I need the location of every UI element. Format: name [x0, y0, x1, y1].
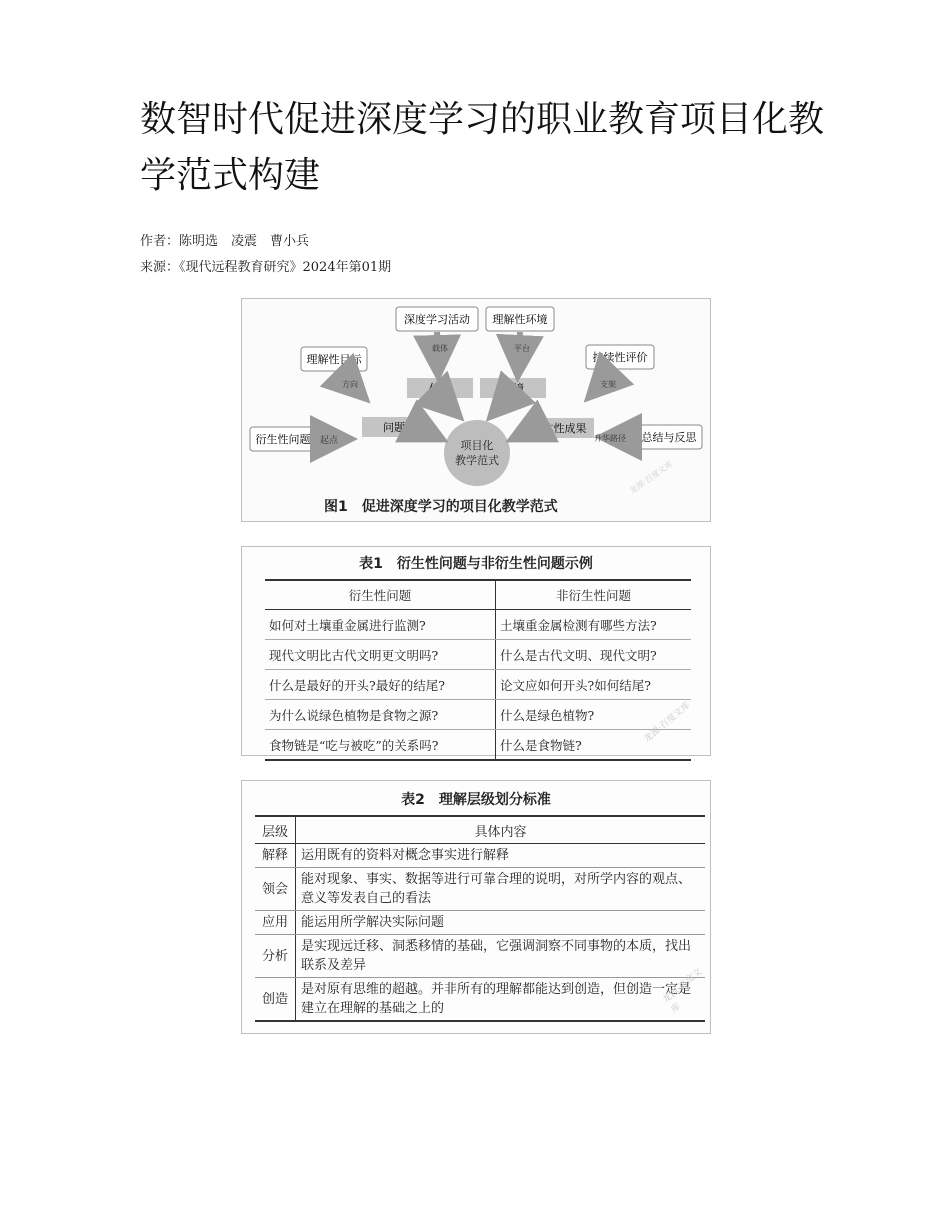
table-cell: 论文应如何开头?如何结尾?	[496, 670, 692, 700]
table-cell: 食物链是“吃与被吃”的关系吗?	[265, 730, 496, 761]
table-1-header: 非衍生性问题	[496, 580, 692, 610]
table-cell-content: 运用既有的资料对概念事实进行解释	[296, 844, 706, 868]
table-cell-level: 解释	[255, 844, 296, 868]
table-cell: 如何对土壤重金属进行监测?	[265, 610, 496, 640]
table-cell: 什么是食物链?	[496, 730, 692, 761]
table-2-header: 层级	[255, 816, 296, 844]
table-1-header: 衍生性问题	[265, 580, 496, 610]
inner-outcome	[524, 418, 594, 438]
label-direction: 方向	[342, 380, 358, 389]
label-path: 升华路径	[594, 434, 626, 443]
table-2-watermark: 龙源·百度文库	[661, 966, 705, 1016]
figure-1	[241, 298, 711, 522]
svg-text:理解性目标: 理解性目标	[306, 353, 362, 366]
table-cell: 现代文明比古代文明更文明吗?	[265, 640, 496, 670]
table-row	[265, 730, 691, 761]
article-author: 作者：陈明选 凌震 曹小兵	[140, 234, 310, 249]
svg-text:问题: 问题	[383, 421, 405, 434]
table-cell-content: 能运用所学解决实际问题	[296, 911, 706, 935]
table-cell-content: 是实现远迁移、洞悉移情的基础，它强调洞察不同事物的本质，找出联系及差异	[296, 935, 706, 978]
box-understanding-env	[486, 307, 554, 331]
svg-text:持续性评价: 持续性评价	[592, 351, 648, 364]
table-1-watermark: 龙源·百度文库	[642, 700, 693, 745]
table-cell: 为什么说绿色植物是食物之源?	[265, 700, 496, 730]
figure-1-diagram	[242, 299, 710, 521]
center-label-1: 项目化	[460, 439, 494, 452]
table-1-grid	[265, 579, 691, 761]
table-cell: 什么是绿色植物?	[496, 700, 692, 730]
table-cell-level: 应用	[255, 911, 296, 935]
figure-watermark: 龙源·百度文库	[627, 459, 675, 496]
article-source: 来源：《现代远程教育研究》2024年第01期	[140, 260, 392, 275]
center-circle	[444, 420, 510, 486]
article-title: 数智时代促进深度学习的职业教育项目化教学范式构建	[140, 99, 825, 196]
table-row	[255, 911, 705, 935]
svg-text:总结与反思: 总结与反思	[641, 431, 697, 444]
svg-text:深度学习活动: 深度学习活动	[404, 313, 470, 326]
svg-text:情境: 情境	[502, 382, 524, 395]
table-cell-level: 分析	[255, 935, 296, 978]
table-row	[265, 670, 691, 700]
center-label-2: 教学范式	[455, 454, 499, 467]
box-generative-question	[250, 427, 316, 451]
table-2	[241, 780, 711, 1034]
table-row	[255, 978, 705, 1022]
table-cell: 土壤重金属检测有哪些方法?	[496, 610, 692, 640]
box-continuous-eval	[586, 345, 654, 369]
figure-caption: 图1 促进深度学习的项目化教学范式	[324, 499, 558, 515]
svg-text:实体性成果: 实体性成果	[531, 422, 587, 435]
table-cell-level: 领会	[255, 868, 296, 911]
box-summary-reflection	[636, 425, 702, 449]
label-support: 支架	[600, 380, 616, 389]
inner-task	[407, 378, 473, 398]
table-cell: 什么是最好的开头?最好的结尾?	[265, 670, 496, 700]
inner-problem	[362, 417, 428, 437]
table-row	[265, 610, 691, 640]
inner-situation	[480, 378, 546, 398]
table-1	[241, 546, 711, 756]
svg-text:理解性环境: 理解性环境	[492, 313, 548, 326]
table-2-header: 具体内容	[296, 816, 706, 844]
label-carrier: 载体	[432, 344, 448, 353]
table-2-grid	[255, 815, 705, 1022]
table-cell-level: 创造	[255, 978, 296, 1022]
table-cell: 什么是古代文明、现代文明?	[496, 640, 692, 670]
label-platform: 平台	[514, 344, 530, 353]
label-start: 起点	[320, 436, 339, 446]
table-row	[265, 700, 691, 730]
box-understanding-goal	[301, 347, 367, 371]
svg-text:衍生性问题: 衍生性问题	[255, 433, 311, 446]
table-row	[255, 868, 705, 911]
box-deep-activity	[396, 307, 478, 331]
table-row	[265, 640, 691, 670]
table-cell-content: 能对现象、事实、数据等进行可靠合理的说明，对所学内容的观点、意义等发表自己的看法	[296, 868, 706, 911]
table-cell-content: 是对原有思维的超越。并非所有的理解都能达到创造，但创造一定是建立在理解的基础之上的	[296, 978, 706, 1022]
table-row	[255, 935, 705, 978]
table-2-caption: 表2 理解层级划分标准	[401, 792, 551, 808]
svg-text:任务: 任务	[429, 382, 451, 395]
table-1-caption: 表1 衍生性问题与非衍生性问题示例	[359, 556, 593, 572]
table-row	[255, 844, 705, 868]
